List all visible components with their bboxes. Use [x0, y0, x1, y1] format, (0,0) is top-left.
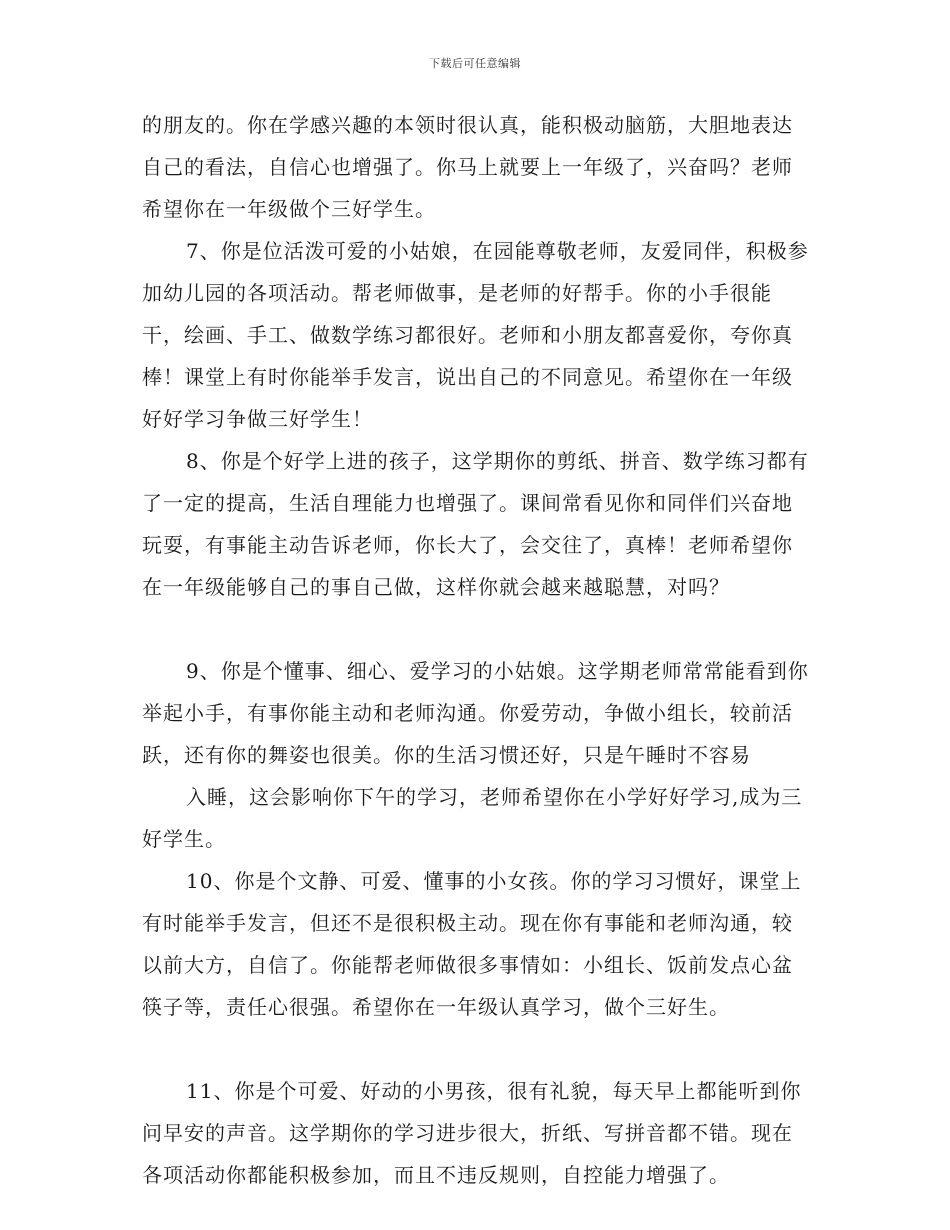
- page-header: 下载后可任意编辑: [429, 57, 521, 70]
- paragraph-11: 11、你是个可爱、好动的小男孩，很有礼貌，每天早上都能听到你问早安的声音。这学期你的学习进步很大，折纸、写拼音都不错。现在各项活动你都能积极参加，而且不违反规则，自控能力增强了。: [142, 1079, 802, 1187]
- paragraph-7: 7、你是位活泼可爱的小姑娘，在园能尊敬老师，友爱同伴，积极参加幼儿园的各项活动。帮老师做事，是老师的好帮手。你的小手很能干，绘画、手工、做数学练习都很好。老师和小朋友都喜爱你，夸你真棒！课堂上有时你能举手发言，说出自己的不同意见。希望你在一年级好好学习争做三好学生！: [142, 239, 809, 431]
- paragraph-9-continuation: 入睡，这会影响你下午的学习，老师希望你在小学好好学习,成为三好学生。: [142, 785, 803, 851]
- paragraph-gap: [142, 608, 812, 650]
- paragraph-9: 9、你是个懂事、细心、爱学习的小姑娘。这学期老师常常能看到你举起小手，有事你能主动和老师沟通。你爱劳动，争做小组长，较前活跃，还有你的舞姿也很美。你的生活习惯还好，只是午睡时不容易: [142, 659, 809, 767]
- paragraph-10: 10、你是个文静、可爱、懂事的小女孩。你的学习习惯好，课堂上有时能举手发言，但还不是很积极主动。现在你有事能和老师沟通，较以前大方，自信了。你能帮老师做很多事情如：小组长、饭前发点心盆筷子等，责任心很强。希望你在一年级认真学习，做个三好生。: [142, 869, 802, 1019]
- document-body: [142, 104, 812, 1196]
- paragraph-continuation: 的朋友的。你在学感兴趣的本领时很认真，能积极动脑筋，大胆地表达自己的看法，自信心也增强了。你马上就要上一年级了，兴奋吗？老师希望你在一年级做个三好学生。: [142, 113, 793, 221]
- paragraph-gap: [142, 1028, 812, 1070]
- paragraph-8: 8、你是个好学上进的孩子，这学期你的剪纸、拼音、数学练习都有了一定的提高，生活自理能力也增强了。课间常看见你和同伴们兴奋地玩耍，有事能主动告诉老师，你长大了，会交往了，真棒！老师希望你在一年级能够自己的事自己做，这样你就会越来越聪慧，对吗？: [142, 449, 809, 599]
